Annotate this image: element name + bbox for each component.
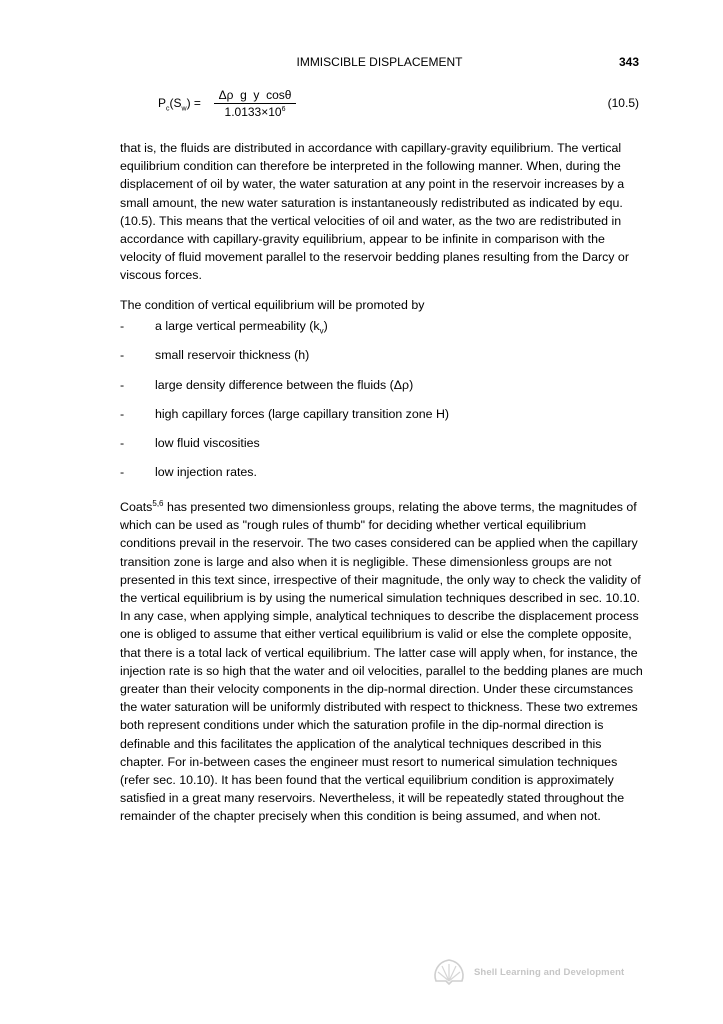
condition-list bbox=[120, 319, 645, 495]
paragraph-coats: Coats$^{5,6}$ has presented two dimensionless groups, relating the above terms, the magnitudes of which can be used as "rough rules of thumb" for deciding whether vertical equilibrium conditions prevail in the reservoir. The two cases considered can be applied when the capillary transition zone is large and also when it is negligible. These dimensionless groups are not presented in this text since, irrespective of their magnitude, the only way to check the validity of the vertical equilibrium is by using the numerical simulation techniques described in sec. 10.10. In any case, when applying simple, analytical techniques to describe the displacement process one is obliged to assume that either vertical equilibrium is valid or else the complete opposite, that there is a total lack of vertical equilibrium. The latter case will apply when, for instance, the injection rate is so high that the water and oil velocities, parallel to the bedding planes are much greater than their velocity components in the dip-normal direction. Under these circumstances the water saturation will be uniformly distributed with respect to thickness. These two extremes both represent conditions under which the saturation profile in the dip-normal direction is definable and this facilitates the application of the analytical techniques described in this chapter. For in-between cases the engineer must resort to numerical simulation techniques (refer sec. 10.10). It has been found that the vertical equilibrium condition is approximately satisfied in a great many reservoirs. Nevertheless, it will be repeatedly stated throughout the remainder of the chapter precisely when this condition is being assumed, and when not. bbox=[120, 498, 643, 824]
list-item: - low injection rates. bbox=[120, 465, 257, 480]
equation-number: (10.5) bbox=[607, 96, 639, 110]
running-title: IMMISCIBLE DISPLACEMENT bbox=[296, 55, 463, 69]
list-item: - small reservoir thickness (h) bbox=[120, 348, 310, 363]
equation-10-5 bbox=[120, 88, 639, 132]
list-item: - large density difference between the fluids (Δρ) bbox=[120, 377, 414, 392]
footer-brand-text: Shell Learning and Development bbox=[474, 967, 625, 978]
footer-brand bbox=[432, 957, 642, 987]
list-item: - a large vertical permeability $(k_v)$ bbox=[120, 319, 328, 336]
shell-logo-icon bbox=[432, 957, 466, 987]
page-header bbox=[120, 55, 639, 71]
equation-fraction bbox=[214, 88, 296, 119]
paragraph-capillary-gravity: that is, the fluids are distributed in accordance with capillary-gravity equilibrium. The vertical equilibrium condition can therefore be interpreted in the following manner. When, during the displacement of oil by water, the water saturation at any point in the reservoir increases by a small amount, the new water saturation is instantaneously redistributed as indicated by equ. (10.5). This means that the vertical velocities of oil and water, as the two are redistributed in accordance with capillary-gravity equilibrium, appear to be infinite in comparison with the velocity of fluid movement parallel to the reservoir bedding planes resulting from the Darcy or viscous forces. bbox=[120, 141, 629, 283]
page-number: 343 bbox=[618, 55, 639, 69]
equation-denominator: $1.0133\times 10^6$ bbox=[224, 105, 286, 119]
equation-lhs: $P_c(S_w)$ = bbox=[158, 96, 201, 113]
list-item: - low fluid viscosities bbox=[120, 436, 260, 451]
equation-numerator: Δρ g y cosθ bbox=[218, 88, 292, 102]
list-item: - high capillary forces (large capillary transition zone H) bbox=[120, 406, 450, 421]
paragraph-condition-intro: The condition of vertical equilibrium will be promoted by bbox=[120, 298, 425, 312]
